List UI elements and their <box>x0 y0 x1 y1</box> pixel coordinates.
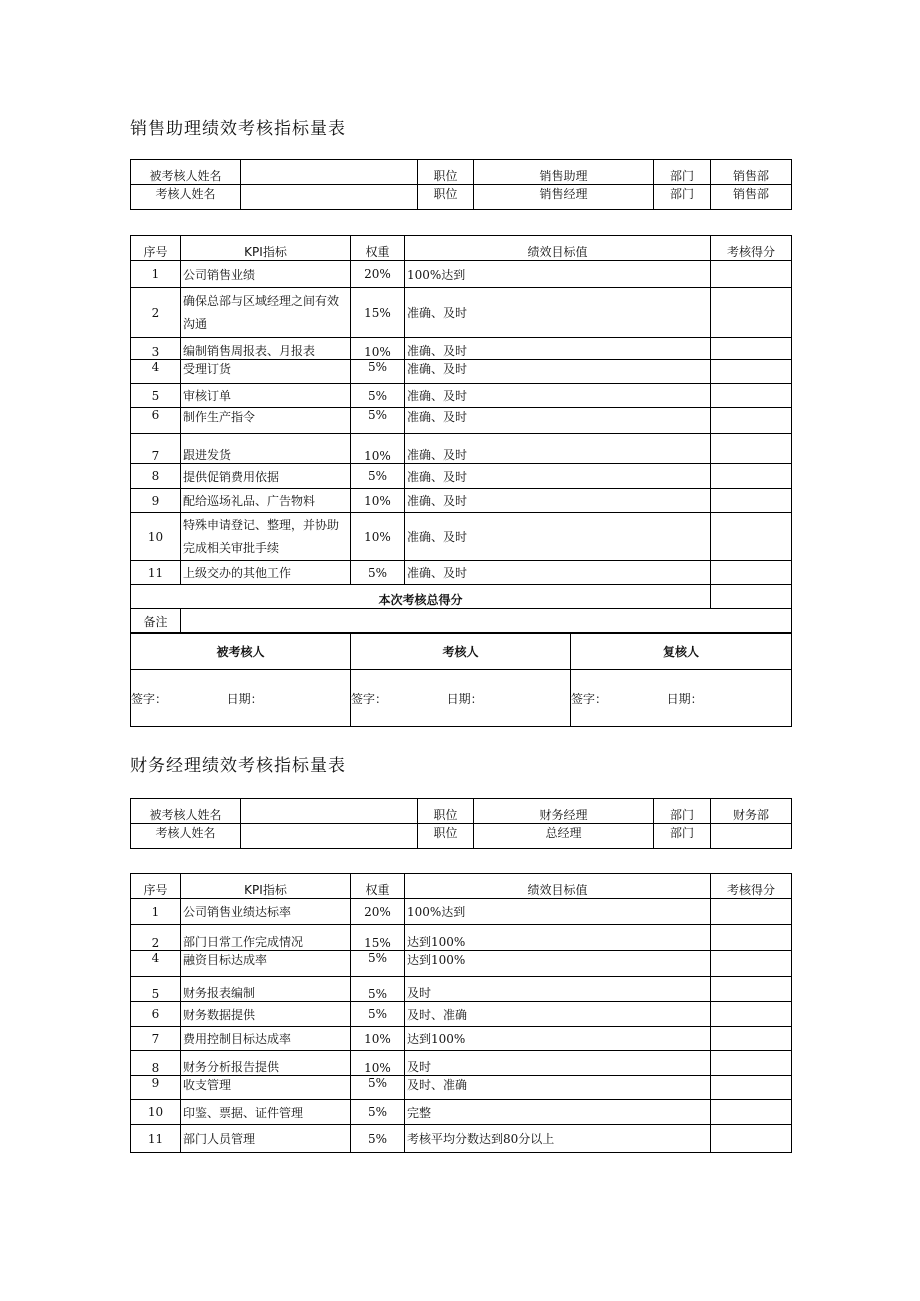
row-score[interactable] <box>711 1051 792 1076</box>
kpi-header-kpi: KPI指标 <box>181 236 351 261</box>
form2-info-row-appraisee <box>131 799 792 824</box>
row-no: 2 <box>131 925 181 951</box>
remark-value[interactable] <box>181 609 792 634</box>
row-weight: 5% <box>351 1076 405 1100</box>
signer-reviewer: 复核人 <box>571 633 792 670</box>
row-weight: 5% <box>351 384 405 408</box>
row-no: 4 <box>131 360 181 384</box>
row-target: 及时 <box>405 977 711 1002</box>
total-score-row <box>131 585 792 609</box>
appraisee-dept-value: 财务部 <box>711 799 792 824</box>
row-weight: 15% <box>351 925 405 951</box>
sign-label: 签字： <box>571 691 608 706</box>
row-kpi: 提供促销费用依据 <box>181 464 351 489</box>
signature-cell-appraiser[interactable] <box>351 670 571 727</box>
table-row <box>131 899 792 925</box>
signer-appraiser: 考核人 <box>351 633 571 670</box>
row-kpi: 公司销售业绩 <box>181 261 351 288</box>
kpi-header-no: 序号 <box>131 874 181 899</box>
row-weight: 5% <box>351 951 405 977</box>
row-target: 达到100% <box>405 1027 711 1051</box>
signature-row <box>131 670 792 727</box>
row-weight: 5% <box>351 1002 405 1027</box>
appraiser-position-value: 总经理 <box>474 824 654 849</box>
form1-kpi-table <box>130 235 792 634</box>
row-weight: 5% <box>351 408 405 434</box>
row-kpi: 部门日常工作完成情况 <box>181 925 351 951</box>
signature-cell-appraisee[interactable] <box>131 670 351 727</box>
row-kpi: 财务分析报告提供 <box>181 1051 351 1076</box>
row-target: 准确、及时 <box>405 489 711 513</box>
kpi-header-weight: 权重 <box>351 236 405 261</box>
row-score[interactable] <box>711 899 792 925</box>
form2-title: 财务经理绩效考核指标量表 <box>130 756 346 776</box>
row-weight: 10% <box>351 489 405 513</box>
appraisee-name-value[interactable] <box>241 799 418 824</box>
kpi-header-kpi: KPI指标 <box>181 874 351 899</box>
row-kpi: 融资目标达成率 <box>181 951 351 977</box>
row-target: 完整 <box>405 1100 711 1125</box>
appraisee-name-label: 被考核人姓名 <box>131 799 241 824</box>
row-weight: 5% <box>351 1100 405 1125</box>
row-target: 考核平均分数达到80分以上 <box>405 1125 711 1153</box>
table-row <box>131 261 792 288</box>
appraisee-position-value: 销售助理 <box>474 160 654 185</box>
table-row <box>131 408 792 434</box>
row-weight: 10% <box>351 1051 405 1076</box>
kpi-header-weight: 权重 <box>351 874 405 899</box>
row-no: 4 <box>131 951 181 977</box>
row-target: 准确、及时 <box>405 434 711 464</box>
row-weight: 5% <box>351 977 405 1002</box>
kpi-header-score: 考核得分 <box>711 236 792 261</box>
appraiser-name-value[interactable] <box>241 185 418 210</box>
form2-kpi-header-row <box>131 874 792 899</box>
form2-info-row-appraiser <box>131 824 792 849</box>
appraiser-dept-value: 销售部 <box>711 185 792 210</box>
row-kpi: 公司销售业绩达标率 <box>181 899 351 925</box>
appraisee-dept-label: 部门 <box>654 799 711 824</box>
row-no: 11 <box>131 1125 181 1153</box>
row-target: 准确、及时 <box>405 360 711 384</box>
row-score[interactable] <box>711 1002 792 1027</box>
date-label: 日期： <box>666 691 703 706</box>
row-target: 100%达到 <box>405 899 711 925</box>
row-no: 1 <box>131 899 181 925</box>
row-no: 8 <box>131 464 181 489</box>
row-no: 9 <box>131 1076 181 1100</box>
appraisee-position-label: 职位 <box>418 799 474 824</box>
table-row <box>131 1100 792 1125</box>
signature-header-row <box>131 633 792 670</box>
row-kpi: 费用控制目标达成率 <box>181 1027 351 1051</box>
form1-kpi-header-row <box>131 236 792 261</box>
row-score[interactable] <box>711 1027 792 1051</box>
row-target: 及时 <box>405 1051 711 1076</box>
row-target: 及时、准确 <box>405 1076 711 1100</box>
row-no: 5 <box>131 977 181 1002</box>
row-score[interactable] <box>711 408 792 434</box>
row-no: 7 <box>131 1027 181 1051</box>
row-weight: 15% <box>351 288 405 338</box>
table-row <box>131 434 792 464</box>
row-score[interactable] <box>711 951 792 977</box>
appraiser-dept-label: 部门 <box>654 824 711 849</box>
row-no: 11 <box>131 561 181 585</box>
row-score[interactable] <box>711 434 792 464</box>
row-weight: 5% <box>351 464 405 489</box>
appraisee-position-value: 财务经理 <box>474 799 654 824</box>
appraiser-position-label: 职位 <box>418 824 474 849</box>
row-no: 6 <box>131 1002 181 1027</box>
form2-info-table <box>130 798 792 849</box>
form1-info-row-appraisee <box>131 160 792 185</box>
table-row <box>131 1002 792 1027</box>
row-target: 准确、及时 <box>405 338 711 360</box>
sign-label: 签字： <box>351 691 388 706</box>
row-no: 7 <box>131 434 181 464</box>
appraiser-position-label: 职位 <box>418 185 474 210</box>
row-target: 准确、及时 <box>405 288 711 338</box>
table-row <box>131 513 792 561</box>
form1-info-row-appraiser <box>131 185 792 210</box>
row-weight: 10% <box>351 1027 405 1051</box>
row-weight: 20% <box>351 261 405 288</box>
row-kpi: 制作生产指令 <box>181 408 351 434</box>
table-row <box>131 951 792 977</box>
appraisee-name-label: 被考核人姓名 <box>131 160 241 185</box>
row-score[interactable] <box>711 464 792 489</box>
row-kpi: 财务数据提供 <box>181 1002 351 1027</box>
table-row <box>131 1051 792 1076</box>
form1-info-table <box>130 159 792 210</box>
form2-kpi-table <box>130 873 792 1153</box>
row-no: 9 <box>131 489 181 513</box>
row-score[interactable] <box>711 925 792 951</box>
table-row <box>131 1027 792 1051</box>
row-target: 准确、及时 <box>405 408 711 434</box>
row-target: 100%达到 <box>405 261 711 288</box>
table-row <box>131 464 792 489</box>
remark-label: 备注 <box>131 609 181 634</box>
row-kpi: 配给巡场礼品、广告物料 <box>181 489 351 513</box>
table-row <box>131 977 792 1002</box>
row-score[interactable] <box>711 360 792 384</box>
appraiser-name-label: 考核人姓名 <box>131 824 241 849</box>
kpi-header-score: 考核得分 <box>711 874 792 899</box>
total-score-value[interactable] <box>711 585 792 609</box>
row-weight: 10% <box>351 338 405 360</box>
row-no: 5 <box>131 384 181 408</box>
form1-signature-table <box>130 632 792 727</box>
row-score[interactable] <box>711 338 792 360</box>
row-score[interactable] <box>711 977 792 1002</box>
row-weight: 10% <box>351 513 405 561</box>
appraisee-name-value[interactable] <box>241 160 418 185</box>
row-kpi: 部门人员管理 <box>181 1125 351 1153</box>
row-target: 准确、及时 <box>405 561 711 585</box>
row-weight: 10% <box>351 434 405 464</box>
row-kpi: 确保总部与区域经理之间有效沟通 <box>181 288 351 338</box>
row-no: 1 <box>131 261 181 288</box>
row-no: 6 <box>131 408 181 434</box>
table-row <box>131 925 792 951</box>
appraiser-position-value: 销售经理 <box>474 185 654 210</box>
appraiser-name-label: 考核人姓名 <box>131 185 241 210</box>
row-score[interactable] <box>711 384 792 408</box>
appraisee-dept-value: 销售部 <box>711 160 792 185</box>
kpi-header-target: 绩效目标值 <box>405 236 711 261</box>
row-target: 达到100% <box>405 925 711 951</box>
row-no: 10 <box>131 513 181 561</box>
row-kpi: 编制销售周报表、月报表 <box>181 338 351 360</box>
appraiser-name-value[interactable] <box>241 824 418 849</box>
row-score[interactable] <box>711 513 792 561</box>
appraisee-position-label: 职位 <box>418 160 474 185</box>
table-row <box>131 1125 792 1153</box>
row-weight: 20% <box>351 899 405 925</box>
row-weight: 5% <box>351 360 405 384</box>
date-label: 日期： <box>446 691 483 706</box>
sign-label: 签字： <box>131 691 168 706</box>
row-score[interactable] <box>711 561 792 585</box>
table-row <box>131 489 792 513</box>
table-row <box>131 360 792 384</box>
table-row <box>131 384 792 408</box>
row-kpi: 受理订货 <box>181 360 351 384</box>
row-score[interactable] <box>711 261 792 288</box>
signature-cell-reviewer[interactable] <box>571 670 792 727</box>
row-kpi: 财务报表编制 <box>181 977 351 1002</box>
form1-title: 销售助理绩效考核指标量表 <box>130 119 346 139</box>
kpi-header-target: 绩效目标值 <box>405 874 711 899</box>
row-target: 准确、及时 <box>405 464 711 489</box>
table-row <box>131 561 792 585</box>
row-target: 达到100% <box>405 951 711 977</box>
appraiser-dept-label: 部门 <box>654 185 711 210</box>
row-score[interactable] <box>711 1100 792 1125</box>
row-target: 准确、及时 <box>405 384 711 408</box>
table-row <box>131 1076 792 1100</box>
row-kpi: 上级交办的其他工作 <box>181 561 351 585</box>
row-score[interactable] <box>711 288 792 338</box>
row-target: 及时、准确 <box>405 1002 711 1027</box>
row-kpi: 审核订单 <box>181 384 351 408</box>
kpi-header-no: 序号 <box>131 236 181 261</box>
date-label: 日期： <box>226 691 263 706</box>
table-row <box>131 288 792 338</box>
row-score[interactable] <box>711 489 792 513</box>
appraiser-dept-value[interactable] <box>711 824 792 849</box>
remark-row <box>131 609 792 634</box>
table-row <box>131 338 792 360</box>
row-weight: 5% <box>351 1125 405 1153</box>
row-no: 8 <box>131 1051 181 1076</box>
total-score-label: 本次考核总得分 <box>131 585 711 609</box>
row-weight: 5% <box>351 561 405 585</box>
row-score[interactable] <box>711 1125 792 1153</box>
appraisee-dept-label: 部门 <box>654 160 711 185</box>
row-kpi: 跟进发货 <box>181 434 351 464</box>
signer-appraisee: 被考核人 <box>131 633 351 670</box>
row-target: 准确、及时 <box>405 513 711 561</box>
row-no: 10 <box>131 1100 181 1125</box>
row-no: 3 <box>131 338 181 360</box>
row-no: 2 <box>131 288 181 338</box>
row-kpi: 特殊申请登记、整理，并协助完成相关审批手续 <box>181 513 351 561</box>
row-score[interactable] <box>711 1076 792 1100</box>
row-kpi: 印鉴、票据、证件管理 <box>181 1100 351 1125</box>
row-kpi: 收支管理 <box>181 1076 351 1100</box>
